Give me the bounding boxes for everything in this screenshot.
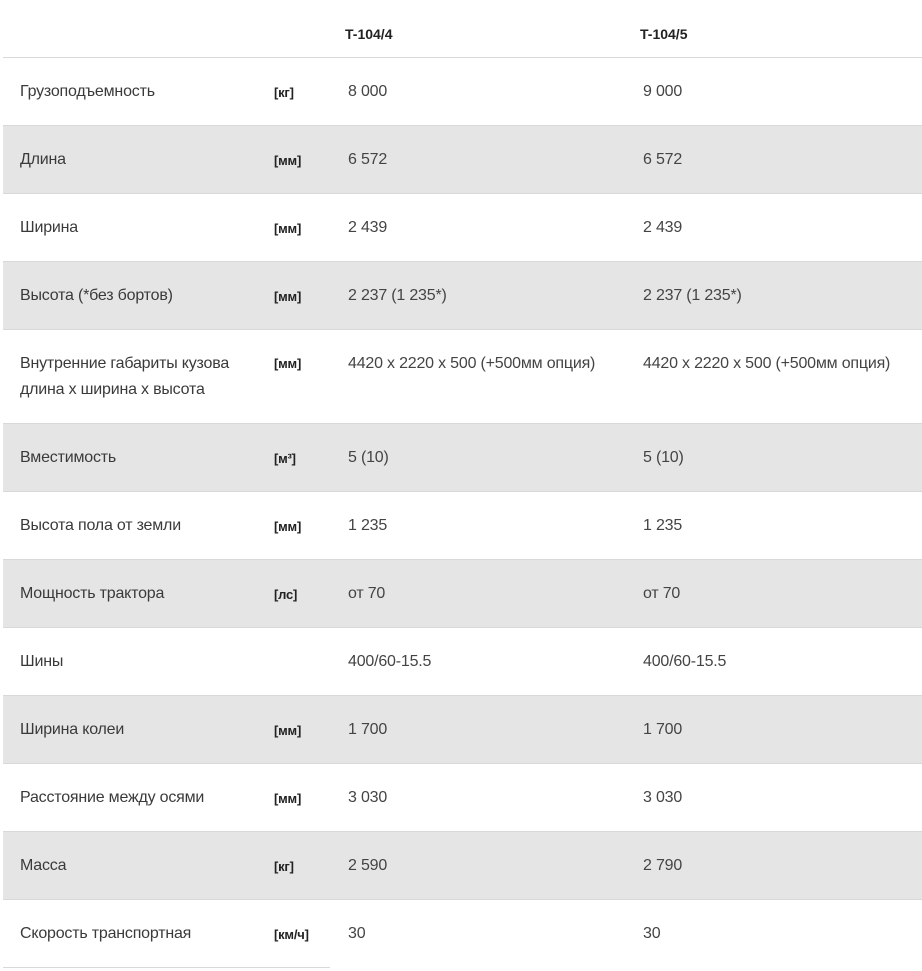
- param-label: Внутренние габариты кузова длина x ширина x высота: [20, 355, 230, 398]
- spec-table: [3, 0, 922, 968]
- param-label: Длина: [20, 151, 66, 168]
- unit-label: [кг]: [274, 859, 294, 874]
- value-model-2: 2 439: [643, 219, 683, 236]
- value-model-2: 1 235: [643, 517, 683, 534]
- value-model-1: 400/60-15.5: [348, 653, 432, 670]
- table-row: [3, 696, 922, 764]
- param-label: Высота (*без бортов): [20, 287, 173, 304]
- value-model-2: 6 572: [643, 151, 683, 168]
- unit-label: [кг]: [274, 85, 294, 100]
- table-row: [3, 330, 922, 424]
- table-bottom-divider: [3, 967, 330, 968]
- unit-label: [км/ч]: [274, 927, 309, 942]
- unit-label: [мм]: [274, 289, 302, 304]
- table-row: [3, 126, 922, 194]
- value-model-1: 8 000: [348, 83, 388, 100]
- table-row: [3, 900, 922, 968]
- table-header-row: [3, 0, 922, 58]
- param-label: Шины: [20, 653, 64, 670]
- column-header-model-2: T-104/5: [640, 26, 688, 42]
- unit-label: [м³]: [274, 451, 296, 466]
- param-label: Вместимость: [20, 449, 117, 466]
- value-model-1: 2 590: [348, 857, 388, 874]
- column-header-model-1: T-104/4: [345, 26, 393, 42]
- table-row: [3, 832, 922, 900]
- unit-label: [мм]: [274, 519, 302, 534]
- value-model-1: 1 700: [348, 721, 388, 738]
- value-model-1: 30: [348, 925, 366, 942]
- param-label: Скорость транспортная: [20, 925, 192, 942]
- unit-label: [мм]: [274, 791, 302, 806]
- param-label: Высота пола от земли: [20, 517, 181, 534]
- unit-label: [мм]: [274, 221, 302, 236]
- param-label: Расстояние между осями: [20, 789, 205, 806]
- param-label: Грузоподъемность: [20, 83, 155, 100]
- value-model-1: 5 (10): [348, 449, 389, 466]
- table-row: [3, 262, 922, 330]
- value-model-1: 1 235: [348, 517, 388, 534]
- table-row: [3, 628, 922, 696]
- value-model-2: 30: [643, 925, 661, 942]
- value-model-2: 9 000: [643, 83, 683, 100]
- value-model-2: 1 700: [643, 721, 683, 738]
- value-model-2: 5 (10): [643, 449, 684, 466]
- unit-label: [лс]: [274, 587, 298, 602]
- value-model-1: от 70: [348, 585, 386, 602]
- value-model-2: 400/60-15.5: [643, 653, 727, 670]
- value-model-2: 2 237 (1 235*): [643, 287, 742, 304]
- table-row: [3, 58, 922, 126]
- param-label: Ширина колеи: [20, 721, 125, 738]
- value-model-1: 6 572: [348, 151, 388, 168]
- table-row: [3, 764, 922, 832]
- table-row: [3, 194, 922, 262]
- value-model-1: 2 237 (1 235*): [348, 287, 447, 304]
- value-model-2: от 70: [643, 585, 681, 602]
- table-row: [3, 560, 922, 628]
- table-row: [3, 424, 922, 492]
- table-row: [3, 492, 922, 560]
- unit-label: [мм]: [274, 723, 302, 738]
- unit-label: [мм]: [274, 356, 302, 371]
- value-model-1: 3 030: [348, 789, 388, 806]
- param-label: Мощность трактора: [20, 585, 165, 602]
- value-model-2: 3 030: [643, 789, 683, 806]
- unit-label: [мм]: [274, 153, 302, 168]
- value-model-1: 4420 x 2220 x 500 (+500мм опция): [348, 355, 596, 372]
- value-model-1: 2 439: [348, 219, 388, 236]
- value-model-2: 4420 x 2220 x 500 (+500мм опция): [643, 355, 891, 372]
- param-label: Масса: [20, 857, 67, 874]
- value-model-2: 2 790: [643, 857, 683, 874]
- param-label: Ширина: [20, 219, 78, 236]
